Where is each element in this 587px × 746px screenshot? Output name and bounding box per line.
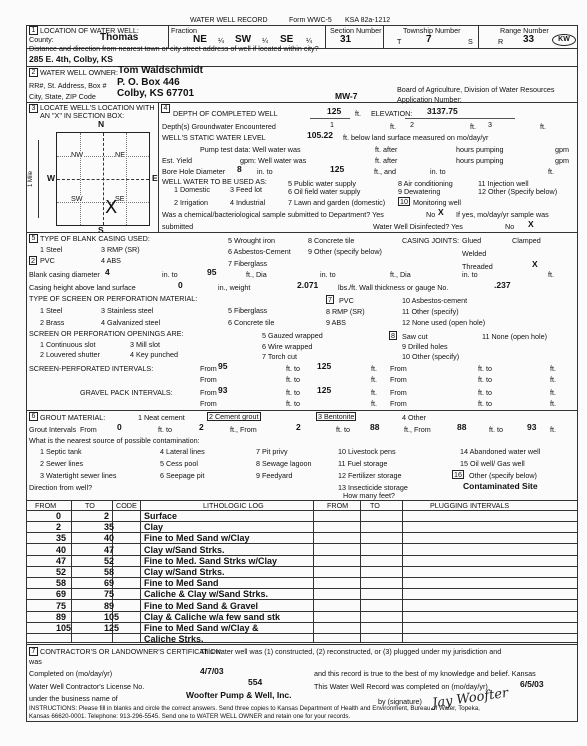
contam-label: What is the nearest source of possible contamination: xyxy=(29,436,200,445)
township-label: Township Number xyxy=(403,26,461,35)
owner-name: Tom Waldschmidt xyxy=(118,65,203,76)
gp-to-value: 125 xyxy=(317,385,332,395)
open-wire[interactable]: 6 Wire wrapped xyxy=(262,342,313,351)
gw-2: 2 xyxy=(410,120,414,129)
section-number-3: 3 xyxy=(29,104,38,113)
section-number-5: 5 xyxy=(29,234,38,243)
plug-header-from: FROM xyxy=(327,501,349,510)
log-from-cell: 40 xyxy=(56,545,67,555)
elevation-value: 3137.75 xyxy=(427,106,458,116)
log-from-cell: 69 xyxy=(56,589,67,599)
int-from-label: From xyxy=(200,364,217,373)
screen-pvc-selected[interactable]: 7 xyxy=(328,295,332,304)
log-to-cell: 58 xyxy=(104,567,115,577)
business-label: under the business name of xyxy=(29,694,118,703)
county-value: Thomas xyxy=(100,32,139,43)
gw-3-ft: ft. xyxy=(540,122,546,131)
cert-was: was xyxy=(29,657,42,666)
section-number-1: 1 xyxy=(29,26,38,35)
contam-other-selected[interactable]: 16 xyxy=(454,470,462,479)
yield-gpm: gpm: Well water was xyxy=(240,156,307,165)
joints-welded[interactable]: Welded xyxy=(462,249,487,258)
dia-in-to-2: in. to xyxy=(320,270,336,279)
record-text: This Water Well Record was completed on (mo/day/yr) xyxy=(314,682,488,691)
quarter-mark: ¼ xyxy=(218,36,224,45)
yield-gpm-2: gpm xyxy=(555,156,569,165)
dia-ft: ft., Dia xyxy=(246,270,267,279)
int-to-value: 125 xyxy=(317,361,332,371)
grout-from-2: 2 xyxy=(296,422,301,432)
contam-other-label: Other (specify below) xyxy=(469,471,537,480)
joints-glued[interactable]: Glued xyxy=(462,236,482,245)
owner-city: Colby, KS 67701 xyxy=(117,88,195,99)
log-lithology-cell: Clay xyxy=(144,522,164,532)
log-lithology-cell: Caliche Strks. xyxy=(144,634,204,644)
casing-pvc-label: PVC xyxy=(40,256,55,265)
screen-fiberglass[interactable]: 5 Fiberglass xyxy=(228,306,268,315)
log-to-cell: 69 xyxy=(104,578,115,588)
log-to-cell: 35 xyxy=(104,522,115,532)
screen-intervals-label: SCREEN-PERFORATED INTERVALS: xyxy=(29,364,154,373)
open-saw-label: Saw cut xyxy=(402,332,428,341)
range-r: R xyxy=(498,37,504,46)
gp-from-3: From xyxy=(200,399,217,408)
gp-ft-3: ft. xyxy=(371,399,377,408)
grout-other[interactable]: 4 Other xyxy=(402,413,426,422)
city-label: City, State, ZIP Code xyxy=(29,92,96,101)
gauge-value: .237 xyxy=(494,280,511,290)
screen-concrete[interactable]: 6 Concrete tile xyxy=(228,318,275,327)
contam-livestock[interactable]: 10 Livestock pens xyxy=(338,447,396,456)
address-value: 285 E. 4th, Colby, KS xyxy=(29,54,113,64)
section-number-4: 4 xyxy=(161,104,170,113)
mile-label: 1 Mile xyxy=(28,170,34,187)
gp-ftto-2: ft. to xyxy=(478,388,492,397)
completed-label: Completed on (mo/day/yr) xyxy=(29,669,113,678)
log-from-cell: 47 xyxy=(56,556,67,566)
screen-abs[interactable]: 9 ABS xyxy=(326,318,346,327)
weight-value: 2.071 xyxy=(297,280,319,290)
true-text: and this record is true to the best of my knowledge and belief. Kansas xyxy=(314,669,536,678)
monitoring-well-id: MW-7 xyxy=(335,91,358,101)
screen-other[interactable]: 11 Other (specify) xyxy=(402,307,459,316)
log-to-cell: 75 xyxy=(104,589,115,599)
submitted-label: submitted xyxy=(162,222,194,231)
application-label: Application Number: xyxy=(397,95,462,104)
pump-gpm: gpm xyxy=(555,145,569,154)
open-saw-selected[interactable]: 8 xyxy=(391,331,395,340)
bore-value: 8 xyxy=(237,164,242,174)
log-lithology-cell: Clay w/Sand Strks. xyxy=(144,545,225,555)
fraction-label: Fraction xyxy=(171,26,197,35)
elevation-label: ELEVATION: xyxy=(371,109,413,118)
log-from-cell: 58 xyxy=(56,578,67,588)
gp-ftto-4: ft. to xyxy=(478,399,492,408)
county-label: County: xyxy=(29,35,54,44)
height-value: 0 xyxy=(178,280,183,290)
int-ft-4: ft. xyxy=(550,375,556,384)
yield-ft-after: ft. after xyxy=(375,156,398,165)
bore-in-to: in. to xyxy=(257,167,273,176)
contam-sewer[interactable]: 2 Sewer lines xyxy=(40,459,84,468)
dia-ft-2: ft., Dia xyxy=(390,270,411,279)
grout-ftto-2: ft. to xyxy=(336,425,350,434)
ksa-ref: KSA 82a-1212 xyxy=(345,17,391,24)
gw-1: 1 xyxy=(330,120,334,129)
contam-oil-gas[interactable]: 15 Oil well/ Gas well xyxy=(460,459,525,468)
locate-label: LOCATE WELL'S LOCATION WITH AN "X" IN SECTION BOX: xyxy=(40,103,155,120)
open-louvered[interactable]: 2 Louvered shutter xyxy=(40,350,100,359)
casing-pvc-selected[interactable]: 2 xyxy=(31,256,35,265)
log-from-cell: 75 xyxy=(56,601,67,611)
gp-ft: ft. xyxy=(371,388,377,397)
gw-3: 3 xyxy=(488,120,492,129)
contam-watertight[interactable]: 3 Watertight sewer lines xyxy=(40,471,117,480)
ew-circle: KW xyxy=(552,34,576,46)
disinfected-no: No xyxy=(505,222,515,231)
log-header-from: FROM xyxy=(35,501,57,510)
yield-label: Est. Yield xyxy=(162,156,192,165)
use-oil[interactable]: 6 Oil field water supply xyxy=(288,187,361,196)
board-label: Board of Agriculture, Division of Water Resources xyxy=(397,85,555,94)
grout-from-3: 88 xyxy=(457,422,467,432)
contam-abandoned[interactable]: 14 Abandoned water well xyxy=(460,447,541,456)
use-feedlot[interactable]: 3 Feed lot xyxy=(230,185,262,194)
section-number-6: 6 xyxy=(29,412,38,421)
int-ftto-3: ft. to xyxy=(286,375,300,384)
gw-1-ft: ft. xyxy=(390,122,396,131)
disinfected-x: X xyxy=(528,219,534,229)
contam-pit[interactable]: 7 Pit privy xyxy=(256,447,288,456)
contam-fuel[interactable]: 11 Fuel storage xyxy=(338,459,388,468)
grout-to-3: 93 xyxy=(527,422,537,432)
grout-label: GROUT MATERIAL: xyxy=(40,413,106,422)
use-label: WELL WATER TO BE USED AS: xyxy=(162,177,267,186)
cert-label: CONTRACTOR'S OR LANDOWNER'S CERTIFICATION: xyxy=(40,647,223,656)
range-value: 33 xyxy=(523,34,535,45)
log-lithology-cell: Fine to Med Sand w/Clay xyxy=(144,533,250,543)
gw-2-ft: ft. xyxy=(470,122,476,131)
dia-ft-3: ft. xyxy=(548,270,554,279)
open-mill[interactable]: 3 Mill slot xyxy=(130,340,160,349)
int-ftto-2: ft. to xyxy=(478,364,492,373)
open-gauzed[interactable]: 5 Gauzed wrapped xyxy=(262,331,323,340)
casing-other[interactable]: 9 Other (specify below) xyxy=(308,247,382,256)
direction-label: Direction from well? xyxy=(29,483,93,492)
pump-hours: hours pumping xyxy=(456,145,504,154)
joints-label: CASING JOINTS: xyxy=(402,236,460,245)
township-t: T xyxy=(397,37,402,46)
openings-label: SCREEN OR PERFORATION OPENINGS ARE: xyxy=(29,329,184,338)
license-value: 554 xyxy=(248,677,263,687)
int-ft: ft. xyxy=(371,364,377,373)
grout-ftto-1: ft. to xyxy=(158,425,172,434)
license-label: Water Well Contractor's License No. xyxy=(29,682,145,691)
log-lithology-cell: Fine to Med. Sand Strks w/Clay xyxy=(144,556,278,566)
use-dewatering[interactable]: 9 Dewatering xyxy=(398,187,441,196)
int-from-value: 95 xyxy=(218,361,228,371)
grout-ftfrom-2: ft., From xyxy=(404,425,431,434)
int-from-4: From xyxy=(390,375,407,384)
contam-site-value: Contaminated Site xyxy=(463,481,538,491)
log-to-cell: 52 xyxy=(104,556,115,566)
use-air[interactable]: 8 Air conditioning xyxy=(398,179,453,188)
feet-label: How many feet? xyxy=(343,491,395,500)
open-torch[interactable]: 7 Torch cut xyxy=(262,352,298,361)
log-lithology-cell: Fine to Med Sand & Gravel xyxy=(144,601,259,611)
grout-ftto-3: ft. to xyxy=(489,425,503,434)
instructions-2: Kansas 66620-0001. Telephone: 913-296-5545. Send one to WATER WELL OWNER and retain one for your records. xyxy=(29,713,351,720)
use-monitoring-label: Monitoring well xyxy=(413,198,461,207)
screen-asbestos[interactable]: 10 Asbestos-cement xyxy=(402,296,468,305)
instructions-1: INSTRUCTIONS: Please fill in blanks and circle the correct answers. Send three copies to Kansas Department of Health and Environment, Bureau of Water, Topeka, xyxy=(29,705,480,712)
owner-label: WATER WELL OWNER: xyxy=(40,68,118,77)
distance-label: Distance and direction from nearest town or city street address of well if located within city? xyxy=(29,44,319,53)
use-lawn[interactable]: 7 Lawn and garden (domestic) xyxy=(288,198,386,207)
south-label: S xyxy=(98,225,104,235)
form-title: WATER WELL RECORD xyxy=(190,17,268,24)
quarter-mark: ¼ xyxy=(306,36,312,45)
contam-lagoon[interactable]: 8 Sewage lagoon xyxy=(256,459,312,468)
east-label: E xyxy=(152,173,158,183)
log-from-cell: 105 xyxy=(56,623,72,633)
screen-rmp[interactable]: 8 RMP (SR) xyxy=(326,307,365,316)
grout-neat[interactable]: 1 Neat cement xyxy=(138,413,185,422)
joints-threaded-x: X xyxy=(532,259,538,269)
log-to-cell: 105 xyxy=(104,612,120,622)
depth-value: 125 xyxy=(327,106,342,116)
chem-ifyes: If yes, mo/day/yr sample was xyxy=(456,210,549,219)
grout-to-1: 2 xyxy=(199,422,204,432)
rr-label: RR#, St. Address, Box # xyxy=(29,81,107,90)
gp-ftto-3: ft. to xyxy=(286,399,300,408)
record-date: 6/5/03 xyxy=(520,679,544,689)
screen-none[interactable]: 12 None used (open hole) xyxy=(402,318,486,327)
log-lithology-cell: Clay w/Sand Strks. xyxy=(144,567,225,577)
dia-in-to-3: in. to xyxy=(462,270,478,279)
log-from-cell: 35 xyxy=(56,533,67,543)
use-injection[interactable]: 11 Injection well xyxy=(478,179,529,188)
log-from-cell: 2 xyxy=(56,522,62,532)
casing-label: TYPE OF BLANK CASING USED: xyxy=(40,234,150,243)
use-public[interactable]: 5 Public water supply xyxy=(288,179,356,188)
log-from-cell: 0 xyxy=(56,511,62,521)
grout-from-1: 0 xyxy=(117,422,122,432)
by-signature-label: by (signature) xyxy=(378,697,422,706)
gravel-pack-label: GRAVEL PACK INTERVALS: xyxy=(80,388,173,397)
range-label: Range Number xyxy=(500,26,549,35)
casing-steel[interactable]: 1 Steel xyxy=(40,245,63,254)
casing-wrought[interactable]: 5 Wrought iron xyxy=(228,236,276,245)
fraction-1: NE xyxy=(193,34,207,45)
gp-ftto: ft. to xyxy=(286,388,300,397)
dia-to-value: 95 xyxy=(207,267,217,277)
bore-label: Bore Hole Diameter xyxy=(162,167,226,176)
fraction-2: SW xyxy=(235,34,252,45)
well-location-x: X xyxy=(105,197,118,218)
contam-lateral[interactable]: 4 Lateral lines xyxy=(160,447,205,456)
signature: Jay Woofter xyxy=(431,685,510,712)
contam-insecticide[interactable]: 13 Insecticide storage xyxy=(338,483,408,492)
contam-cess[interactable]: 5 Cess pool xyxy=(160,459,198,468)
section-number-2: 2 xyxy=(29,68,38,77)
dia-value: 4 xyxy=(105,267,110,277)
log-to-cell: 89 xyxy=(104,601,115,611)
int-ftto-4: ft. to xyxy=(478,375,492,384)
sw-label: SW xyxy=(71,194,83,203)
weight-label: in., weight xyxy=(218,283,251,292)
north-label: N xyxy=(98,119,105,129)
depth-ft: ft. xyxy=(355,109,361,118)
screen-label: TYPE OF SCREEN OR PERFORATION MATERIAL: xyxy=(29,294,198,303)
bore-in-to-2: in. to xyxy=(430,167,446,176)
fraction-3: SE xyxy=(280,34,294,45)
location-label: LOCATION OF WATER WELL: xyxy=(40,26,139,35)
nw-label: NW xyxy=(71,150,83,159)
grout-bentonite-selected[interactable]: 3 Bentonite xyxy=(318,412,355,421)
open-continuous[interactable]: 1 Continuous slot xyxy=(40,340,96,349)
business-value: Woofter Pump & Well, Inc. xyxy=(186,690,292,700)
ne-label: NE xyxy=(115,150,125,159)
section-number-7: 7 xyxy=(29,647,38,656)
screen-steel[interactable]: 1 Steel xyxy=(40,306,63,315)
township-value: 7 xyxy=(426,34,432,45)
casing-concrete[interactable]: 8 Concrete tile xyxy=(308,236,355,245)
form-number: Form WWC-5 xyxy=(289,17,332,24)
se-label: SE xyxy=(115,194,125,203)
int-ft-3: ft. xyxy=(371,375,377,384)
dia-in-to: in. to xyxy=(162,270,178,279)
int-from-2: From xyxy=(390,364,407,373)
pump-ft-after: ft. after xyxy=(375,145,398,154)
yield-hours: hours pumping xyxy=(456,156,504,165)
height-label: Casing height above land surface xyxy=(29,283,136,292)
west-label: W xyxy=(47,173,56,183)
contam-seepage[interactable]: 6 Seepage pit xyxy=(160,471,205,480)
gp-from-2: From xyxy=(390,388,407,397)
log-lithology-cell: Surface xyxy=(144,511,178,521)
open-none[interactable]: 11 None (open hole) xyxy=(482,332,547,341)
log-lithology-cell: Fine to Med Sand xyxy=(144,578,219,588)
section-value: 31 xyxy=(340,34,352,45)
use-irrigation[interactable]: 2 Irrigation xyxy=(174,198,208,207)
groundwater-label: Depth(s) Groundwater Encountered xyxy=(162,122,276,131)
use-other[interactable]: 12 Other (Specify below) xyxy=(478,187,558,196)
open-drilled[interactable]: 9 Drilled holes xyxy=(402,342,448,351)
grout-from: From xyxy=(80,425,97,434)
gp-ft-4: ft. xyxy=(550,399,556,408)
int-ftto: ft. to xyxy=(286,364,300,373)
log-header-to: TO xyxy=(85,501,95,510)
open-key[interactable]: 4 Key punched xyxy=(130,350,178,359)
casing-abs[interactable]: 4 ABS xyxy=(101,256,121,265)
screen-galvanized[interactable]: 4 Galvanized steel xyxy=(101,318,161,327)
grout-ft: ft. xyxy=(550,425,556,434)
disinfected-label: Water Well Disinfected? Yes xyxy=(373,222,463,231)
use-monitoring-selected[interactable]: 10 xyxy=(400,197,408,206)
grout-to-2: 88 xyxy=(370,422,380,432)
log-lithology-cell: Clay & Caliche w/a few sand stk xyxy=(144,612,281,622)
owner-address: P. O. Box 446 xyxy=(117,77,180,88)
use-domestic[interactable]: 1 Domestic xyxy=(174,185,210,194)
static-value: 105.22 xyxy=(307,130,333,140)
casing-asbestos[interactable]: 6 Asbestos-Cement xyxy=(228,247,291,256)
log-to-cell: 47 xyxy=(104,545,115,555)
gp-from-value: 93 xyxy=(218,385,228,395)
gauge-label: lbs./ft. Wall thickness or gauge No. xyxy=(338,283,449,292)
contam-feedyard[interactable]: 9 Feedyard xyxy=(256,471,293,480)
joints-clamped[interactable]: Clamped xyxy=(512,236,541,245)
screen-stainless[interactable]: 3 Stainless steel xyxy=(101,306,154,315)
joints-threaded[interactable]: Threaded xyxy=(462,262,493,271)
contam-septic[interactable]: 1 Septic tank xyxy=(40,447,82,456)
casing-rmp[interactable]: 3 RMP (SR) xyxy=(101,245,140,254)
depth-label: DEPTH OF COMPLETED WELL xyxy=(173,109,278,118)
log-to-cell: 2 xyxy=(104,511,110,521)
int-from-3: From xyxy=(200,375,217,384)
gp-from-4: From xyxy=(390,399,407,408)
log-from-cell: 52 xyxy=(56,567,67,577)
open-other[interactable]: 10 Other (specify) xyxy=(402,352,460,361)
screen-brass[interactable]: 2 Brass xyxy=(40,318,65,327)
log-to-cell: 40 xyxy=(104,533,115,543)
use-industrial[interactable]: 4 Industrial xyxy=(230,198,266,207)
chem-no-x: X xyxy=(438,207,444,217)
grout-cement-selected[interactable]: 2 Cement grout xyxy=(209,412,259,421)
township-s: S xyxy=(468,37,473,46)
plug-header-to: TO xyxy=(370,501,380,510)
log-lithology-cell: Caliche & Clay w/Sand Strks. xyxy=(144,589,269,599)
completed-value: 4/7/03 xyxy=(200,666,224,676)
static-rest: ft. below land surface measured on mo/day/yr xyxy=(343,133,489,142)
log-to-cell: 125 xyxy=(104,623,120,633)
log-lithology-cell: Fine to Med Sand w/Clay & xyxy=(144,623,259,633)
bore-to-value: 125 xyxy=(330,164,345,174)
log-header-litho: LITHOLOGIC LOG xyxy=(203,501,264,510)
chem-no: No xyxy=(426,210,436,219)
grout-intervals-label: Grout Intervals xyxy=(29,425,77,434)
section-label: Section Number xyxy=(330,26,382,35)
cert-text: This water well was (1) constructed, (2) reconstructed, or (3) plugged under my jurisdiction and xyxy=(200,647,502,656)
dia-label: Blank casing diameter xyxy=(29,270,100,279)
grout-ftfrom-1: ft., From xyxy=(230,425,257,434)
pump-label: Pump test data: Well water was xyxy=(200,145,301,154)
int-ft-2: ft. xyxy=(550,364,556,373)
form-frame xyxy=(26,25,578,722)
contam-fertilizer[interactable]: 12 Fertilizer storage xyxy=(338,471,402,480)
chem-question: Was a chemical/bacteriological sample submitted to Department? Yes xyxy=(162,210,384,219)
gp-from-label: From xyxy=(200,388,217,397)
gp-ft-2: ft. xyxy=(550,388,556,397)
bore-rest: ft., and xyxy=(374,167,396,176)
screen-pvc-label: PVC xyxy=(339,296,354,305)
log-header-code: CODE xyxy=(116,501,137,510)
static-label: WELL'S STATIC WATER LEVEL xyxy=(162,133,266,142)
casing-fiberglass[interactable]: 7 Fiberglass xyxy=(228,259,268,268)
log-from-cell: 89 xyxy=(56,612,67,622)
quarter-mark: ¼ xyxy=(262,36,268,45)
bore-ft-2: ft. xyxy=(548,167,554,176)
plug-header: PLUGGING INTERVALS xyxy=(430,501,510,510)
